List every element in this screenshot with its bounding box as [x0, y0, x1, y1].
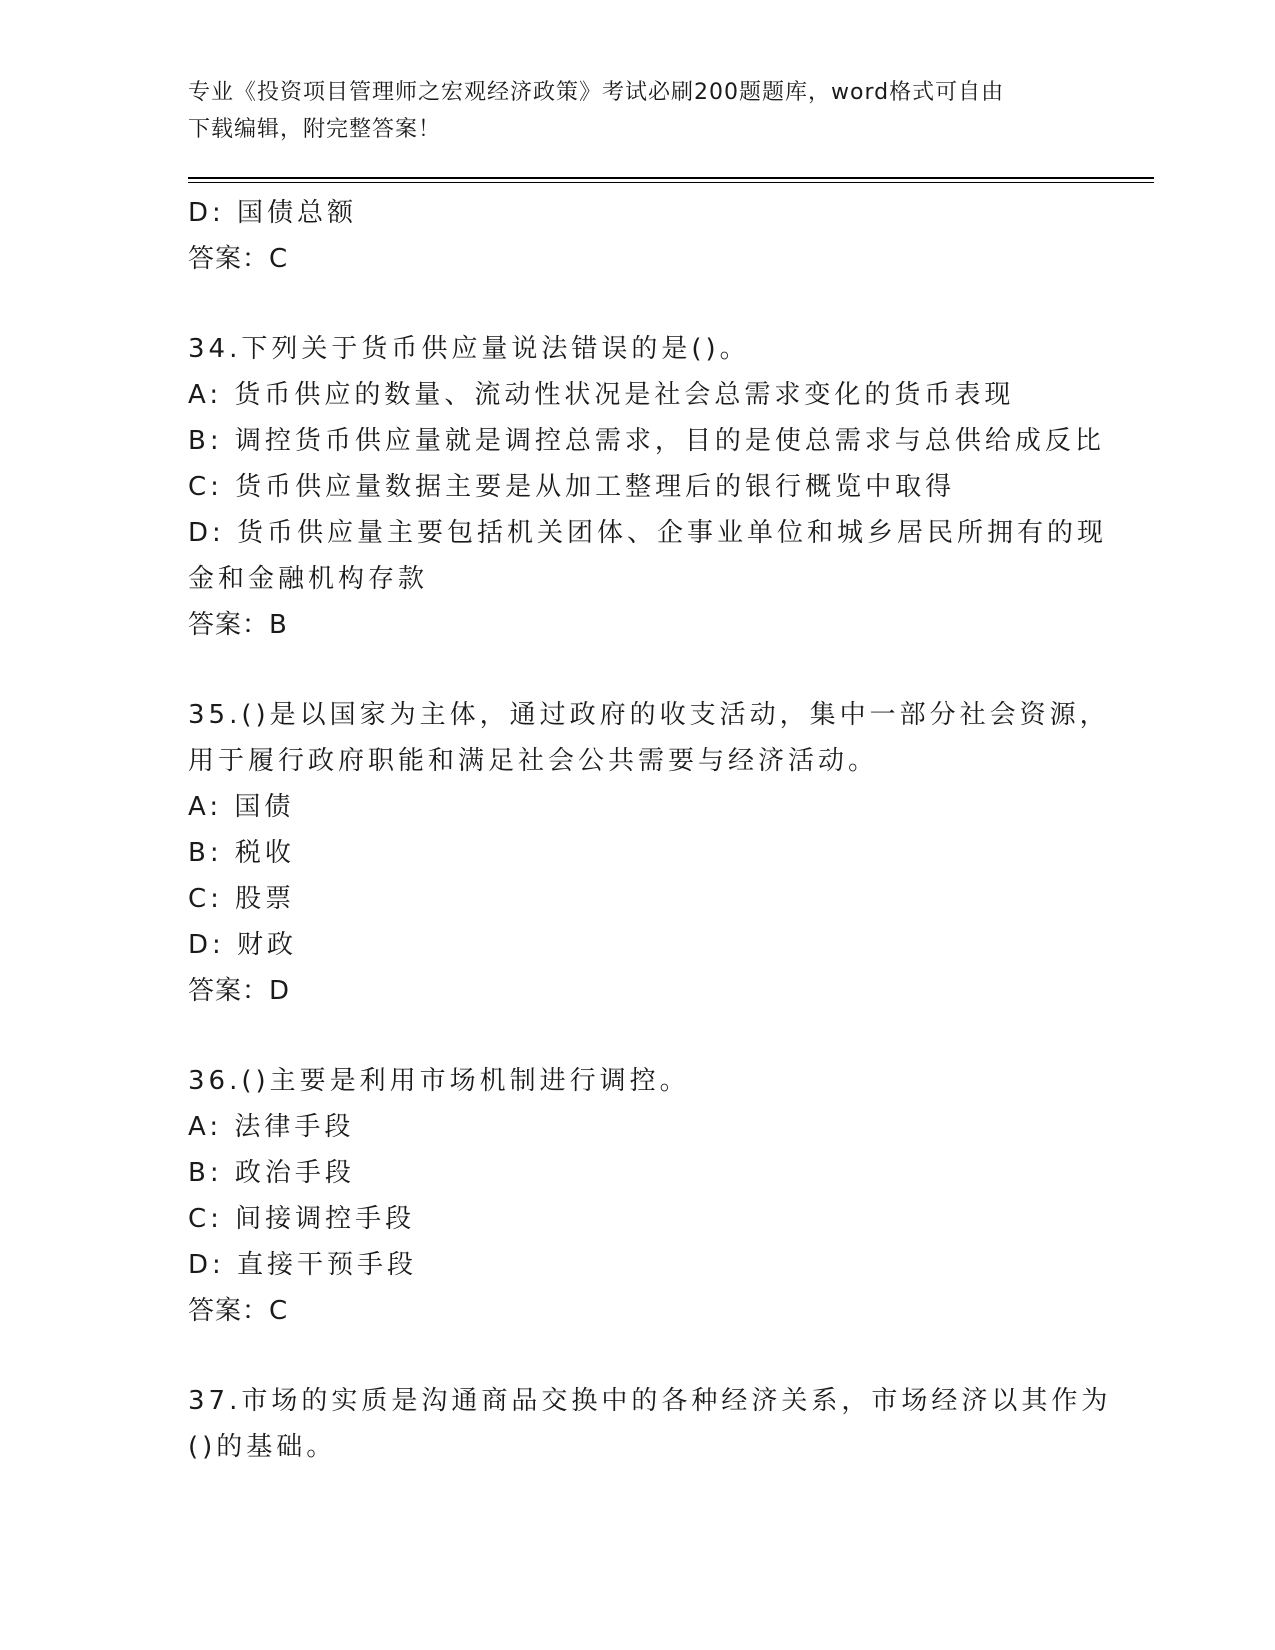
- header-line-1: 专业《投资项目管理师之宏观经济政策》考试必刷200题题库，word格式可自由: [188, 80, 1005, 105]
- answer-line: 答案：D: [188, 976, 291, 1006]
- question-stem: 37.市场的实质是沟通商品交换中的各种经济关系，市场经济以其作为: [188, 1386, 1112, 1416]
- question-36: [188, 1058, 1088, 1334]
- option-a: A: 国债: [188, 792, 295, 822]
- option-c: C: 间接调控手段: [188, 1204, 416, 1234]
- question-stem-continued: ()的基础。: [188, 1432, 337, 1462]
- option-b: B: 税收: [188, 838, 295, 868]
- option-d: D: 货币供应量主要包括机关团体、企事业单位和城乡居民所拥有的现: [188, 518, 1108, 548]
- option-c: C: 货币供应量数据主要是从加工整理后的银行概览中取得: [188, 472, 956, 502]
- question-33-tail: [188, 190, 1088, 282]
- header-rule-thin: [188, 182, 1154, 183]
- option-c: C: 股票: [188, 884, 296, 914]
- question-stem: 35.()是以国家为主体，通过政府的收支活动，集中一部分社会资源，: [188, 700, 1110, 730]
- question-stem: 34.下列关于货币供应量说法错误的是()。: [188, 334, 750, 364]
- header-rule-thick: [188, 177, 1154, 179]
- question-34: [188, 326, 1108, 648]
- header-line-2: 下载编辑，附完整答案！: [188, 117, 442, 142]
- question-stem-continued: 用于履行政府职能和满足社会公共需要与经济活动。: [188, 746, 879, 776]
- option-d: D: 国债总额: [188, 198, 358, 228]
- document-body: [188, 190, 1112, 1470]
- option-b: B: 调控货币供应量就是调控总需求，目的是使总需求与总供给成反比: [188, 426, 1105, 456]
- answer-line: 答案：C: [188, 244, 289, 274]
- document-header: [188, 74, 1068, 148]
- question-35: [188, 692, 1110, 1014]
- option-d: D: 直接干预手段: [188, 1250, 418, 1280]
- question-37: [188, 1378, 1112, 1470]
- option-a: A: 法律手段: [188, 1112, 355, 1142]
- question-stem: 36.()主要是利用市场机制进行调控。: [188, 1066, 690, 1096]
- option-d: D: 财政: [188, 930, 298, 960]
- option-b: B: 政治手段: [188, 1158, 355, 1188]
- option-d-continued: 金和金融机构存款: [188, 564, 429, 594]
- answer-line: 答案：B: [188, 610, 288, 640]
- answer-line: 答案：C: [188, 1296, 289, 1326]
- option-a: A: 货币供应的数量、流动性状况是社会总需求变化的货币表现: [188, 380, 1015, 410]
